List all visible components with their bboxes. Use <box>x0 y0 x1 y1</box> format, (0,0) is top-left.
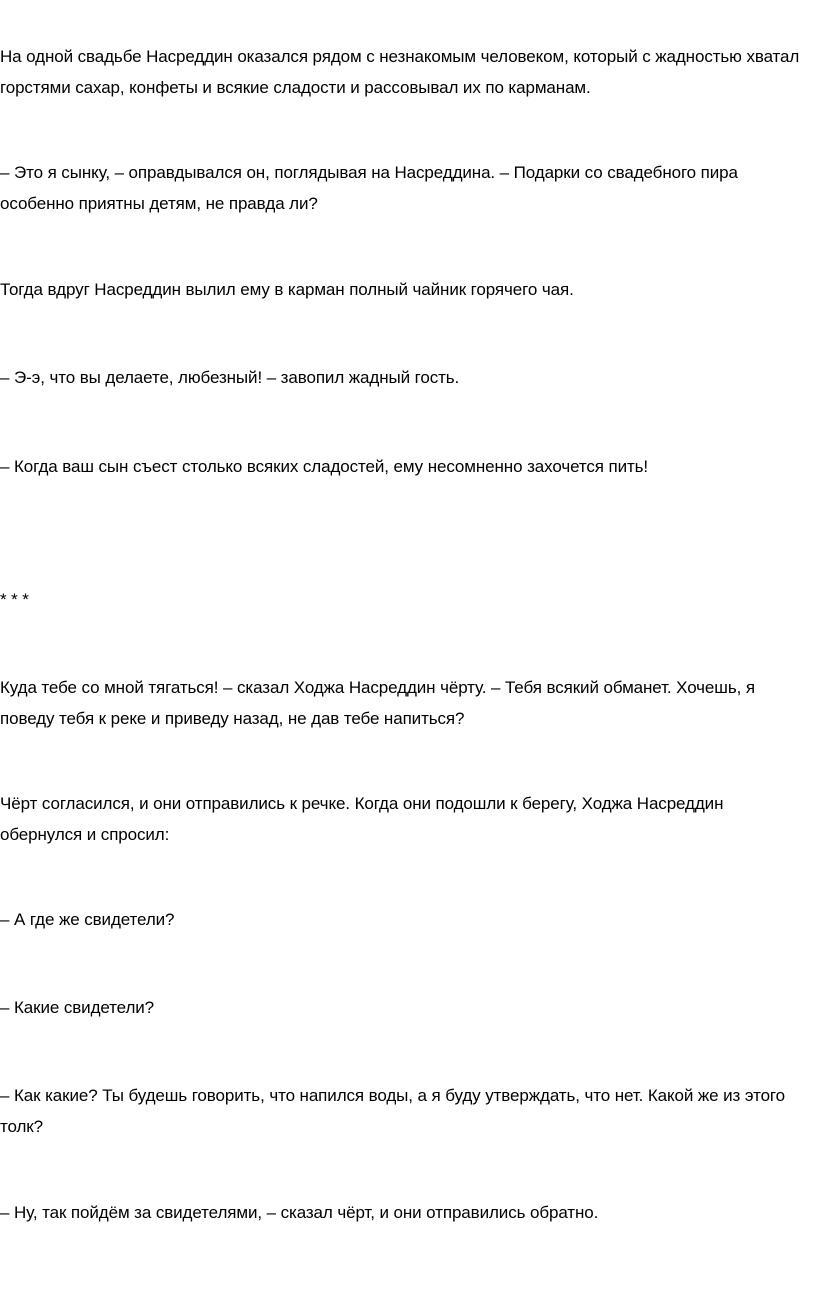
paragraph-nasreddin-reply: – Когда ваш сын съест столько всяких сладостей, ему несомненно захочется пить! <box>0 457 649 476</box>
paragraph-ending: – Ну, так пойдём за свидетелями, – сказал чёрт, и они отправились обратно. <box>0 1203 599 1222</box>
paragraph-devil-challenge: Куда тебе со мной тягаться! – сказал Ходжа Насреддин чёрту. – Тебя всякий обманет. Хочешь, я поведу тебя к реке и приведу назад, не дав тебе напиться? <box>0 678 755 728</box>
paragraph-which-witnesses: – Какие свидетели? <box>0 998 155 1017</box>
paragraph-guest-excuse: – Это я сынку, – оправдывался он, поглядывая на Насреддина. – Подарки со свадебного пира особенно приятны детям, не правда ли? <box>0 163 738 213</box>
section-separator: * * * <box>0 590 29 609</box>
paragraph-guest-shout: – Э-э, что вы делаете, любезный! – завопил жадный гость. <box>0 368 460 387</box>
paragraph-devil-agrees: Чёрт согласился, и они отправились к речке. Когда они подошли к берегу, Ходжа Насреддин обернулся и спросил: <box>0 794 724 844</box>
paragraph-wedding-intro: На одной свадьбе Насреддин оказался рядом с незнакомым человеком, который с жадностью хватал горстями сахар, конфеты и всякие сладости и рассовывал их по карманам. <box>0 47 800 97</box>
paragraph-tea-poured: Тогда вдруг Насреддин вылил ему в карман полный чайник горячего чая. <box>0 280 574 299</box>
paragraph-explanation: – Как какие? Ты будешь говорить, что напился воды, а я буду утверждать, что нет. Какой же из этого толк? <box>0 1086 786 1136</box>
paragraph-witness-question: – А где же свидетели? <box>0 910 175 929</box>
